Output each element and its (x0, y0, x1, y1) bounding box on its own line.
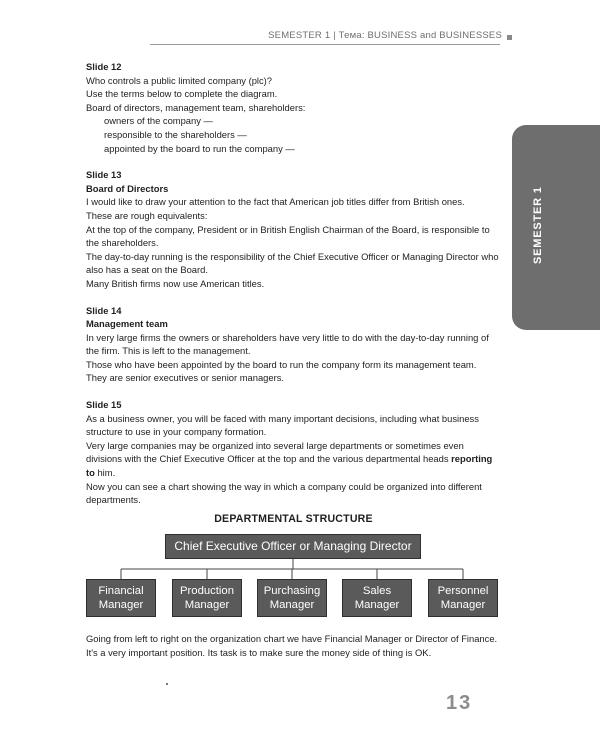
dept-line: Manager (354, 599, 400, 612)
text-line: Now you can see a chart showing the way in which a company could be organized into different departments. (86, 480, 482, 506)
text-line: They are senior executives or senior managers. (86, 372, 285, 384)
slide-subtitle: Management team (86, 318, 168, 330)
text-line: As a business owner, you will be faced with many important decisions, including what business structure to use in your company formation. (86, 412, 479, 438)
text-line: Those who have been appointed by the board to run the company form its management team. (86, 358, 477, 370)
slide-13 (86, 168, 501, 290)
text-run: Very large companies may be organized into several large departments or sometimes even divisions with the Chief Executive Officer at the top and the various departmental heads (86, 439, 464, 465)
dept-box-sales (342, 579, 412, 617)
text-line: Who controls a public limited company (plc)? (86, 74, 273, 86)
dept-line: Manager (269, 599, 315, 612)
page-number: 13 (446, 692, 473, 714)
slide-15 (86, 398, 501, 507)
semester-side-tab (512, 125, 600, 330)
text-run: him. (94, 467, 116, 479)
bold-run: reporting to (86, 453, 493, 479)
dept-box-purchasing (257, 579, 327, 617)
header-square-icon (507, 35, 512, 40)
dept-line: Manager (184, 599, 230, 612)
ceo-box: Chief Executive Officer or Managing Director (165, 534, 421, 559)
indented-line: responsible to the shareholders — (104, 128, 247, 140)
after-chart-text (86, 632, 501, 659)
dept-line: Production (179, 585, 234, 598)
dept-line: Sales (362, 585, 392, 598)
dept-box-financial (86, 579, 156, 617)
slide-title: Slide 13 (86, 169, 122, 181)
text-line: Many British firms now use American titles. (86, 277, 265, 289)
semester-side-tab-label: SEMESTER 1 (532, 186, 544, 264)
dept-line: Financial (98, 585, 144, 598)
slide-12 (86, 60, 501, 155)
slide-subtitle: Board of Directors (86, 182, 169, 194)
slide-title: Slide 12 (86, 61, 122, 72)
slide-title: Slide 14 (86, 304, 122, 316)
dept-box-production (172, 579, 242, 617)
text-paragraph: Going from left to right on the organization chart we have Financial Manager or Director of Finance. It's a very important position. Its task is to make sure the money side of thing is OK. (86, 633, 498, 658)
org-chart (86, 534, 501, 632)
dot-mark (166, 683, 168, 685)
text-line: The day-to-day running is the responsibility of the Chief Executive Officer or Managing Director who also has a seat on the Board. (86, 250, 499, 276)
indented-line: appointed by the board to run the company — (104, 142, 295, 154)
indented-line: owners of the company — (104, 115, 213, 127)
dept-line: Purchasing (263, 585, 321, 598)
text-line: In very large firms the owners or shareholders have very little to do with the day-to-day running of the firm. This is left to the management. (86, 331, 489, 357)
chart-title: DEPARTMENTAL STRUCTURE (214, 512, 373, 525)
header-rule (150, 44, 500, 45)
text-line: At the top of the company, President or in British English Chairman of the Board, is responsible to the shareholders. (86, 223, 490, 249)
text-line: These are rough equivalents: (86, 209, 208, 221)
dept-box-personnel (428, 579, 498, 617)
text-line: Use the terms below to complete the diagram. (86, 88, 278, 100)
text-paragraph (86, 439, 501, 480)
dept-line: Personnel (437, 585, 489, 598)
dept-line: Manager (98, 599, 144, 612)
text-line: Board of directors, management team, shareholders: (86, 101, 306, 113)
dept-line: Manager (440, 599, 486, 612)
running-header: SEMESTER 1 | Тема: BUSINESS and BUSINESSES (268, 30, 502, 41)
slide-14 (86, 304, 501, 386)
text-line: I would like to draw your attention to the fact that American job titles differ from British ones. (86, 196, 465, 208)
page-content (86, 60, 501, 660)
slide-title: Slide 15 (86, 399, 122, 411)
